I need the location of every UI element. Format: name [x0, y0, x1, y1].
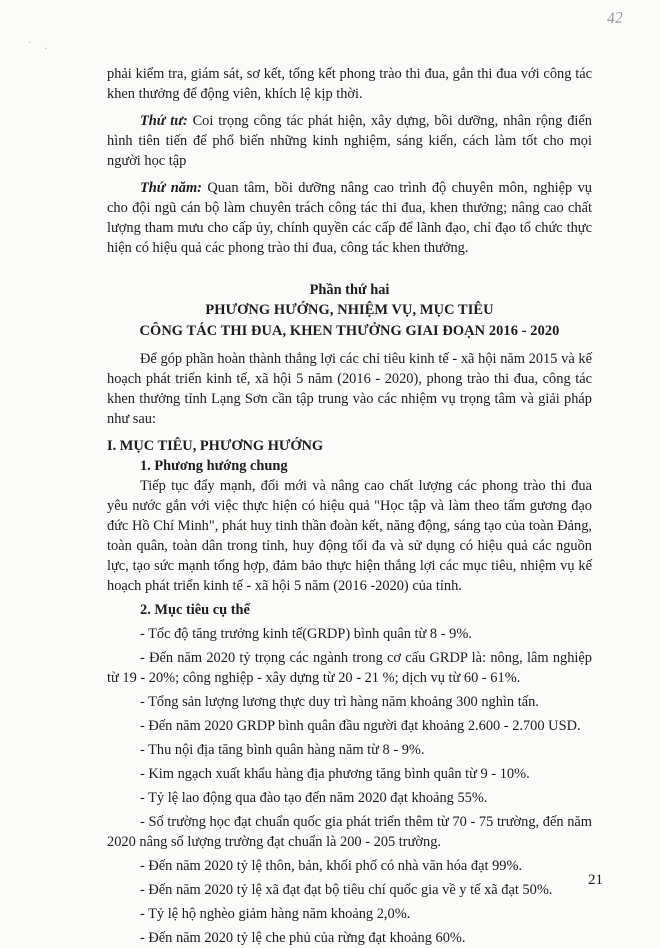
handwritten-page-note: 42 [606, 9, 624, 28]
target-item: - Đến năm 2020 tỷ lệ thôn, bản, khối phố có nhà văn hóa đạt 99%. [140, 858, 523, 874]
target-item: - Tốc độ tăng trưởng kinh tế(GRDP) bình quân từ 8 - 9%. [140, 626, 472, 642]
paragraph-thu-tu [107, 111, 592, 171]
target-item: - Số trường học đạt chuẩn quốc gia phát triển thêm từ 70 - 75 trường, đến năm 2020 nâng số lượng trường đạt chuẩn là 200 - 205 trường. [107, 814, 592, 850]
heading-line-1: PHƯƠNG HƯỚNG, NHIỆM VỤ, MỤC TIÊU [205, 302, 494, 318]
target-item: - Đến năm 2020 tỷ lệ xã đạt đạt bộ tiêu chí quốc gia về y tế xã đạt 50%. [140, 882, 553, 898]
section-title: I. MỤC TIÊU, PHƯƠNG HƯỚNG [107, 438, 324, 454]
target-list [107, 624, 592, 948]
target-item: - Đến năm 2020 tỷ lệ che phủ của rừng đạt khoảng 60%. [140, 930, 466, 946]
part-title: Phần thứ hai [309, 282, 390, 298]
target-item: - Thu nội địa tăng bình quân hàng năm từ 8 - 9%. [140, 742, 425, 758]
target-item: - Tổng sản lượng lương thực duy trì hàng năm khoảng 300 nghìn tấn. [140, 694, 539, 710]
target-item: - Tỷ lệ hộ nghèo giảm hàng năm khoảng 2,0%. [140, 906, 411, 922]
scan-speck: · [44, 44, 48, 55]
heading-line-2: CÔNG TÁC THI ĐUA, KHEN THƯỞNG GIAI ĐOẠN 2016 - 2020 [139, 323, 560, 339]
target-item: - Đến năm 2020 GRDP bình quân đầu người đạt khoảng 2.600 - 2.700 USD. [140, 718, 581, 734]
paragraph-continued: phải kiểm tra, giám sát, sơ kết, tổng kết phong trào thi đua, gắn thi đua với công tác khen thưởng để động viên, khích lệ kịp thời. [107, 66, 592, 102]
target-item: - Kim ngạch xuất khẩu hàng địa phương tăng bình quân từ 9 - 10%. [140, 766, 530, 782]
paragraph-text: Quan tâm, bồi dưỡng nâng cao trình độ chuyên môn, nghiệp vụ cho đội ngũ cán bộ làm chuyên trách công tác thi đua, khen thưởng; nâng cao chất lượng tham mưu cho cấp ủy, chính quyền các cấp để lãnh đạo, chỉ đạo tổ chức thực hiện có hiệu quả các phong trào thi đua, công tác khen thưởng. [107, 180, 592, 256]
document-body [107, 64, 592, 948]
paragraph-text: Coi trọng công tác phát hiện, xây dựng, bồi dưỡng, nhân rộng điển hình tiên tiến để phổ biến những kinh nghiệm, sáng kiến, cách làm tốt cho mọi người học tập [107, 113, 592, 169]
target-item: - Tỷ lệ lao động qua đào tạo đến năm 2020 đạt khoảng 55%. [140, 790, 488, 806]
scan-speck: · [28, 38, 32, 49]
intro-paragraph: Để góp phần hoàn thành thắng lợi các chỉ tiêu kinh tế - xã hội năm 2015 và kế hoạch phát triển kinh tế, xã hội 5 năm (2016 - 2020), phong trào thi đua, công tác khen thưởng tỉnh Lạng Sơn cần tập trung vào các nhiệm vụ trọng tâm và giải pháp như sau: [107, 351, 592, 427]
subsection-paragraph: Tiếp tục đẩy mạnh, đổi mới và nâng cao chất lượng các phong trào thi đua yêu nước gắn với việc thực hiện có hiệu quả "Học tập và làm theo tấm gương đạo đức Hồ Chí Minh", phát huy tinh thần đoàn kết, năng động, sáng tạo của toàn Đảng, toàn quân, toàn dân trong tỉnh, huy động tối đa và sử dụng có hiệu quả các nguồn lực, tạo sức mạnh tổng hợp, đảm bảo thực hiện thắng lợi các mục tiêu, nhiệm vụ kế hoạch phát triển kinh tế - xã hội 5 năm (2016 -2020) của tỉnh. [107, 478, 592, 594]
paragraph-label: Thứ tư: [140, 113, 188, 129]
paragraph-thu-nam [107, 178, 592, 258]
subsection-title: 2. Mục tiêu cụ thể [140, 602, 250, 618]
paragraph-label: Thứ năm: [140, 180, 202, 196]
page-number: 21 [588, 872, 603, 888]
target-item: - Đến năm 2020 tỷ trọng các ngành trong cơ cấu GRDP là: nông, lâm nghiệp từ 19 - 20%; công nghiệp - xây dựng từ 20 - 21 %; dịch vụ từ 60 - 61%. [107, 650, 592, 686]
subsection-title: 1. Phương hướng chung [140, 458, 288, 474]
